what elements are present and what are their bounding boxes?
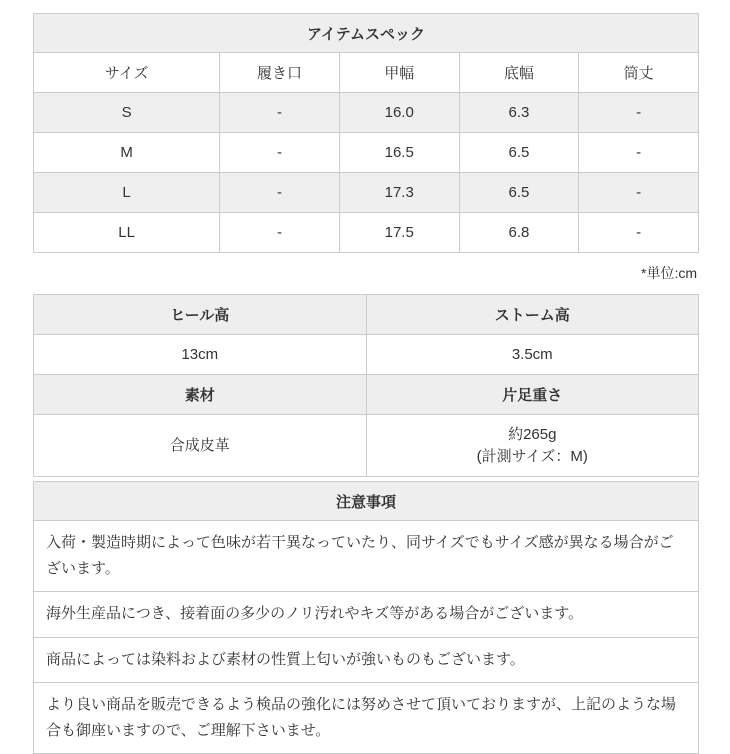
- size-cell: M: [34, 133, 220, 173]
- notes-table: [33, 481, 699, 754]
- spec-column-header-row: [34, 53, 699, 93]
- opening-cell: -: [220, 93, 340, 133]
- col-header-opening: 履き口: [220, 53, 340, 93]
- col-header-sole-width: 底幅: [459, 53, 579, 93]
- instep-cell: 17.5: [339, 213, 459, 253]
- note-text: 商品によっては染料および素材の性質上匂いが強いものもございます。: [34, 637, 699, 683]
- item-spec-table: [33, 13, 699, 253]
- note-text: より良い商品を販売できるよう検品の強化には努めさせて頂いておりますが、上記のような場合も御座いますので、ご理解下さいませ。: [34, 683, 699, 754]
- weight-label: 片足重さ: [366, 375, 699, 415]
- unit-note: *単位:cm: [641, 265, 697, 281]
- size-cell: LL: [34, 213, 220, 253]
- opening-cell: -: [220, 213, 340, 253]
- detail-value-row: [34, 415, 699, 477]
- shaft-cell: -: [579, 173, 699, 213]
- storm-height-label: ストーム高: [366, 295, 699, 335]
- instep-cell: 16.5: [339, 133, 459, 173]
- item-spec-title: アイテムスペック: [34, 14, 699, 53]
- size-cell: L: [34, 173, 220, 213]
- table-row: [34, 133, 699, 173]
- weight-value: 約265g: [508, 425, 557, 443]
- sole-cell: 6.3: [459, 93, 579, 133]
- sole-cell: 6.5: [459, 133, 579, 173]
- table-row: [34, 173, 699, 213]
- detail-table: [33, 294, 699, 477]
- col-header-shaft-height: 筒丈: [579, 53, 699, 93]
- material-value: 合成皮革: [34, 415, 367, 477]
- table-row: [34, 213, 699, 253]
- opening-cell: -: [220, 133, 340, 173]
- spec-title-row: [34, 14, 699, 53]
- detail-value-row: [34, 335, 699, 375]
- detail-header-row: [34, 375, 699, 415]
- notes-title-row: [34, 482, 699, 521]
- heel-height-value: 13cm: [34, 335, 367, 375]
- weight-measure-note: (計測サイズ：M): [476, 447, 588, 465]
- sole-cell: 6.5: [459, 173, 579, 213]
- note-text: 海外生産品につき、接着面の多少のノリ汚れやキズ等がある場合がございます。: [34, 592, 699, 638]
- note-text: 入荷・製造時期によって色味が若干異なっていたり、同サイズでもサイズ感が異なる場合がございます。: [34, 521, 699, 592]
- heel-height-label: ヒール高: [34, 295, 367, 335]
- weight-value-cell: [366, 415, 699, 477]
- opening-cell: -: [220, 173, 340, 213]
- notes-title: 注意事項: [34, 482, 699, 521]
- col-header-size: サイズ: [34, 53, 220, 93]
- instep-cell: 16.0: [339, 93, 459, 133]
- storm-height-value: 3.5cm: [366, 335, 699, 375]
- col-header-instep-width: 甲幅: [339, 53, 459, 93]
- shaft-cell: -: [579, 93, 699, 133]
- size-cell: S: [34, 93, 220, 133]
- list-item: [34, 683, 699, 754]
- shaft-cell: -: [579, 213, 699, 253]
- list-item: [34, 592, 699, 638]
- shaft-cell: -: [579, 133, 699, 173]
- list-item: [34, 637, 699, 683]
- detail-header-row: [34, 295, 699, 335]
- table-row: [34, 93, 699, 133]
- sole-cell: 6.8: [459, 213, 579, 253]
- material-label: 素材: [34, 375, 367, 415]
- list-item: [34, 521, 699, 592]
- instep-cell: 17.3: [339, 173, 459, 213]
